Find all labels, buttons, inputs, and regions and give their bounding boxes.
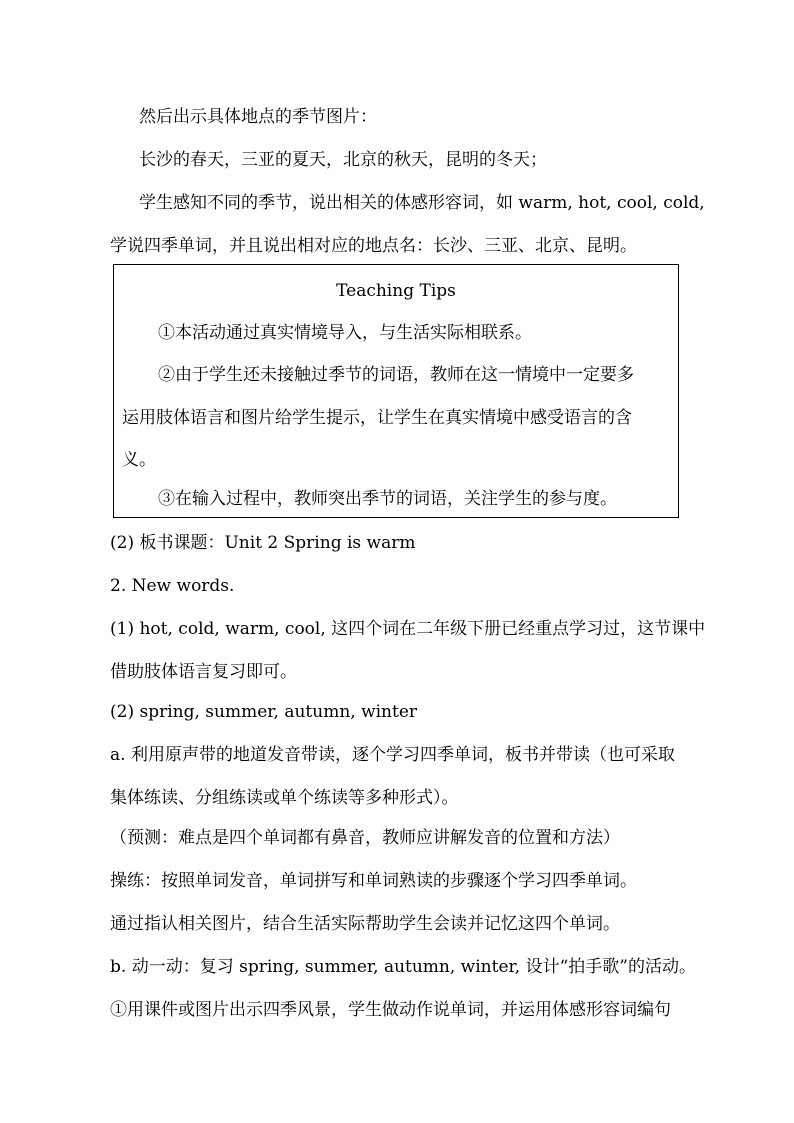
intro-line-4: 学说四季单词，并且说出相对应的地点名：长沙、三亚、北京、昆明。 xyxy=(110,236,637,256)
item-1-line-1: (1) hot, cold, warm, cool, 这四个词在二年级下册已经重点学习过，这节课中 xyxy=(110,619,706,639)
teaching-tips-box xyxy=(113,264,679,518)
practice-line: 操练：按照单词发音，单词拼写和单词熟读的步骤逐个学习四季单词。 xyxy=(110,871,637,891)
tip-1: ①本活动通过真实情境导入，与生活实际相联系。 xyxy=(158,323,532,343)
step-b-line: b. 动一动：复习 spring, summer, autumn, winter, 设计“拍手歌”的活动。 xyxy=(110,957,696,977)
step-b-item-1-line: ①用课件或图片出示四季风景，学生做动作说单词，并运用体感形容词编句 xyxy=(110,1000,671,1020)
step-a-line-1: a. 利用原声带的地道发音带读，逐个学习四季单词，板书并带读（也可采取 xyxy=(110,745,675,765)
tip-2-line-2: 运用肢体语言和图片给学生提示，让学生在真实情境中感受语言的含 xyxy=(122,408,632,428)
teaching-tips-title: Teaching Tips xyxy=(336,281,456,301)
prediction-line: （预测：难点是四个单词都有鼻音，教师应讲解发音的位置和方法） xyxy=(110,828,620,848)
item-1-line-2: 借助肢体语言复习即可。 xyxy=(110,662,297,682)
step-a-line-2: 集体练读、分组练读或单个练读等多种形式）。 xyxy=(110,788,459,808)
pictures-line: 通过指认相关图片，结合生活实际帮助学生会读并记忆这四个单词。 xyxy=(110,914,620,934)
intro-line-3: 学生感知不同的季节，说出相关的体感形容词，如 warm, hot, cool, cold, xyxy=(139,193,705,213)
section-2-heading: 2. New words. xyxy=(110,576,235,596)
intro-line-1: 然后出示具体地点的季节图片： xyxy=(139,107,377,127)
tip-2-line-3: 义。 xyxy=(122,450,156,470)
tip-2-line-1: ②由于学生还未接触过季节的词语，教师在这一情境中一定要多 xyxy=(158,365,634,385)
board-title-line: (2) 板书课题：Unit 2 Spring is warm xyxy=(110,533,416,553)
item-2-line: (2) spring, summer, autumn, winter xyxy=(110,702,418,722)
intro-line-2: 长沙的春天，三亚的夏天，北京的秋天，昆明的冬天； xyxy=(139,150,547,170)
tip-3: ③在输入过程中，教师突出季节的词语，关注学生的参与度。 xyxy=(158,489,617,509)
